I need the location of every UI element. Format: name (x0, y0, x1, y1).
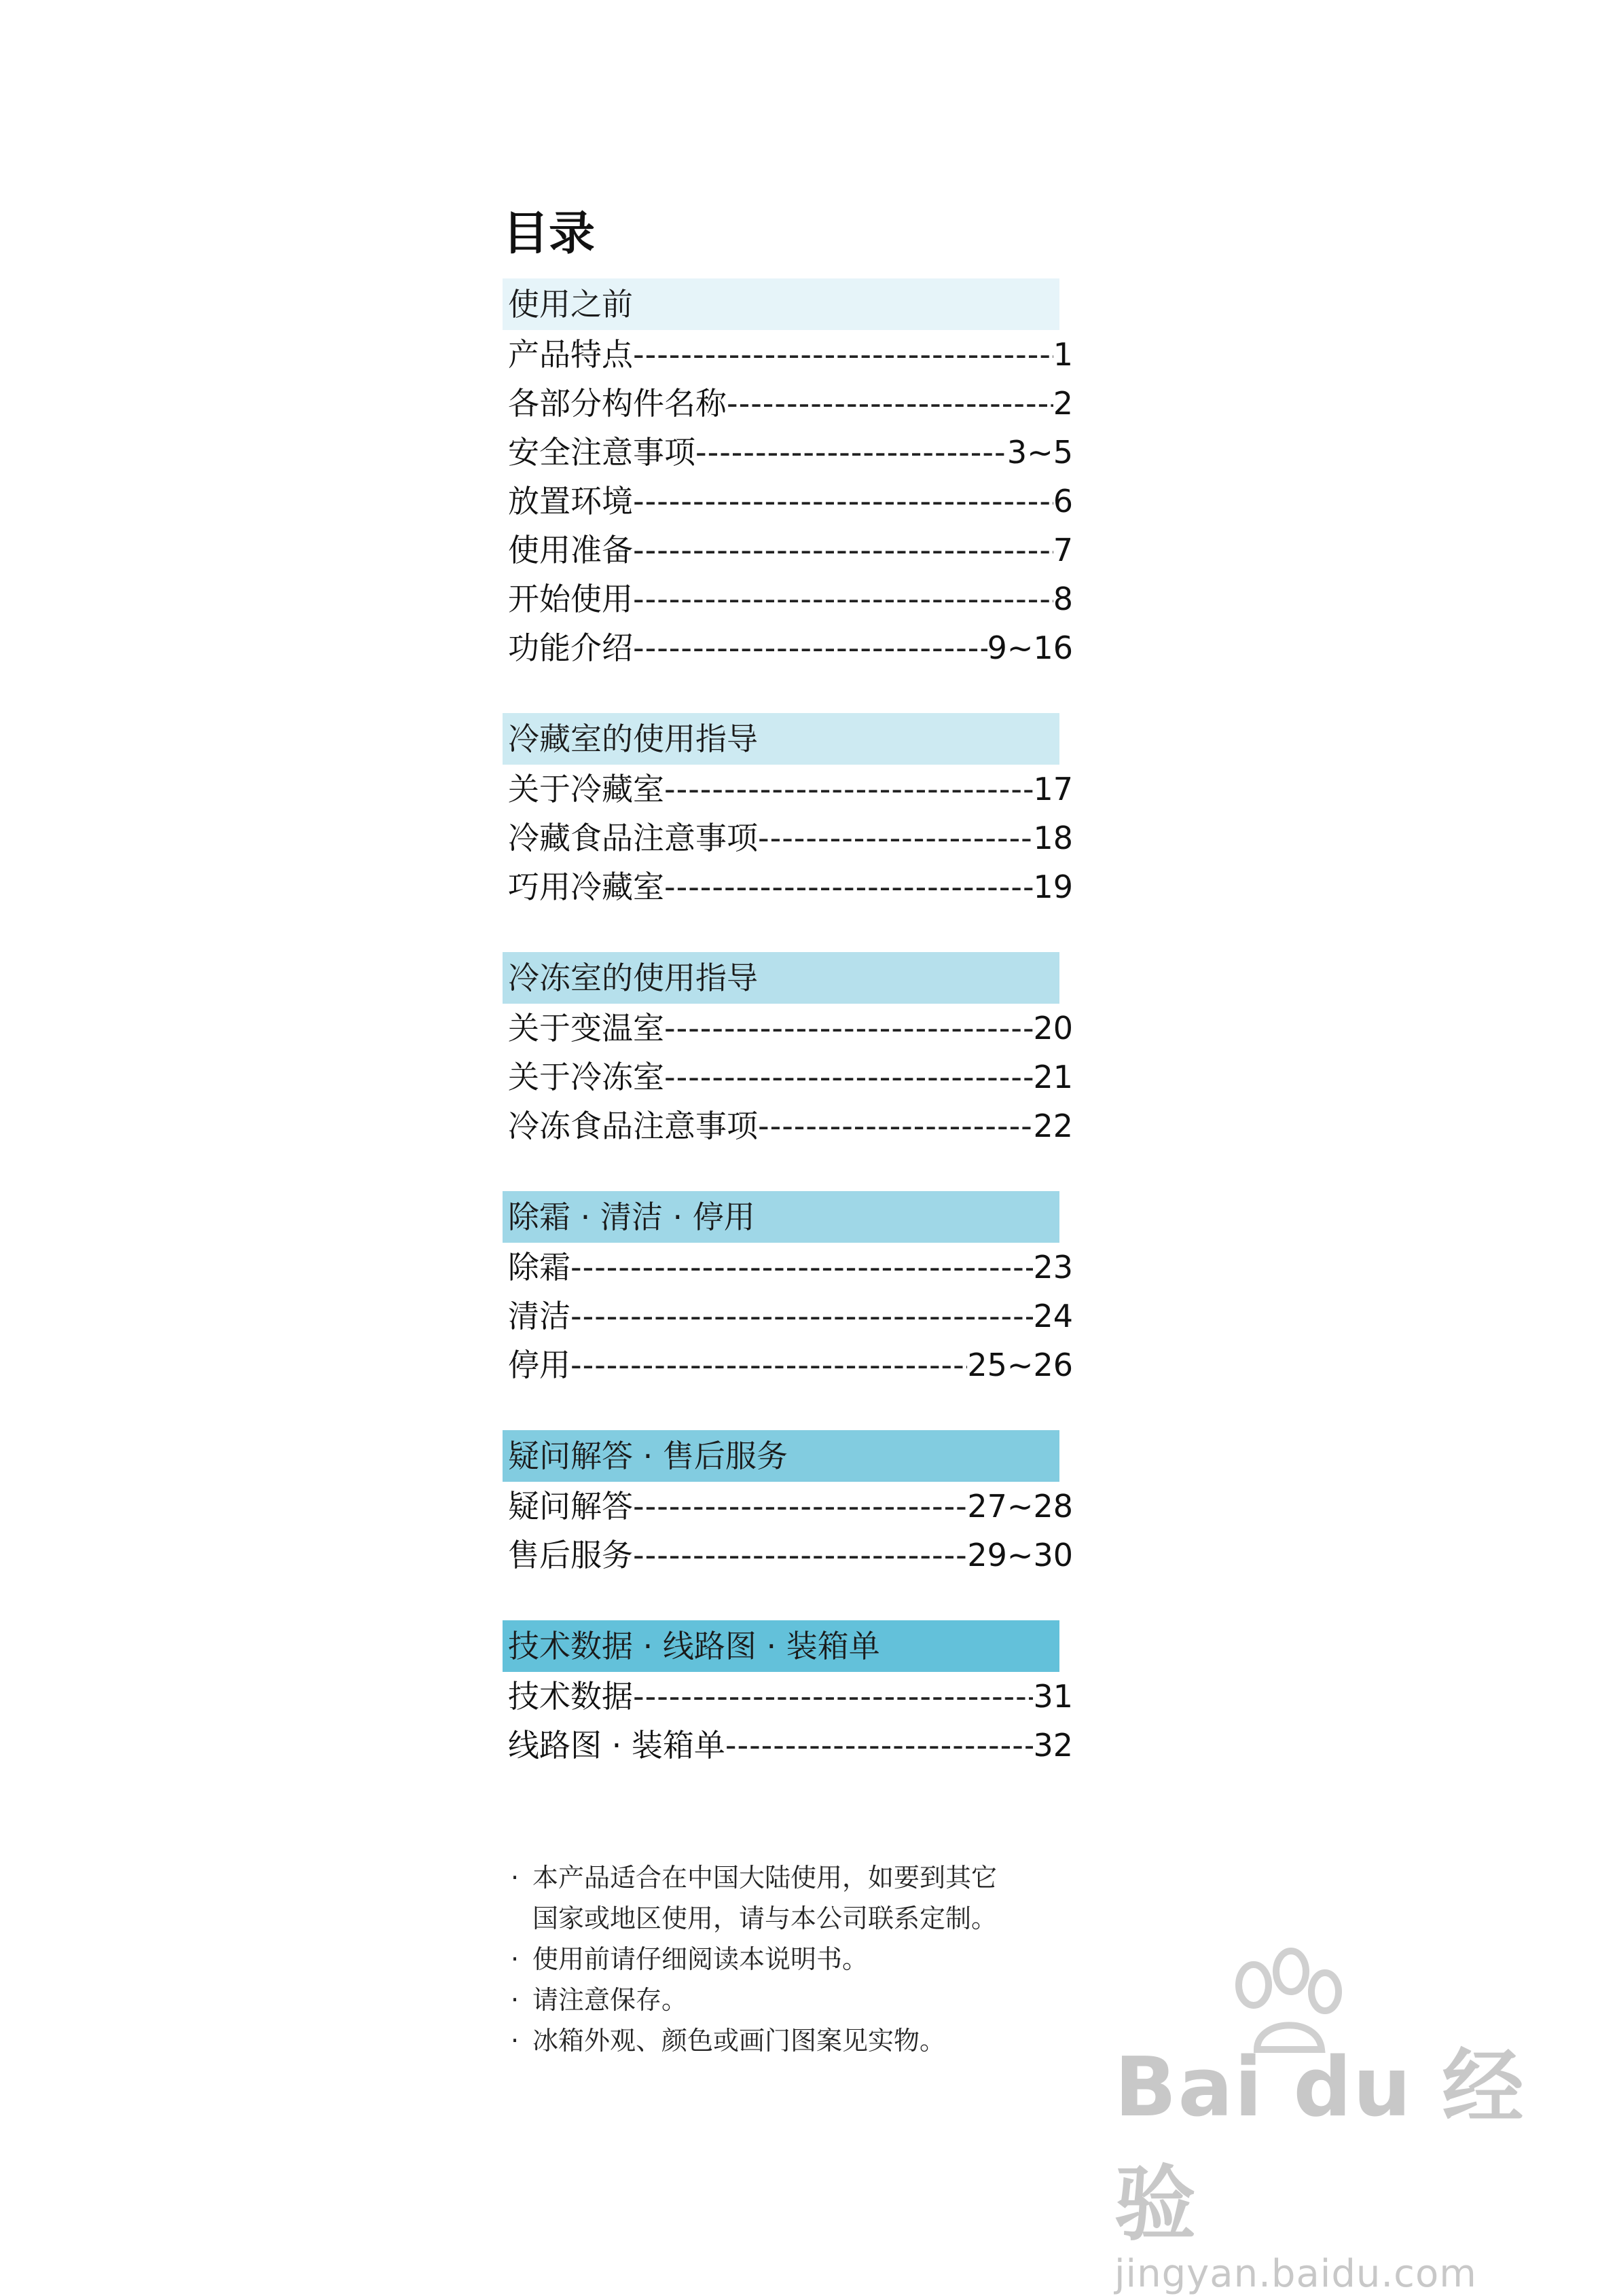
entry-page: 31 (1033, 1678, 1073, 1715)
entry-label: 清洁 (508, 1298, 570, 1334)
entry-page: 18 (1033, 820, 1073, 856)
note-text: 国家或地区使用，请与本公司联系定制。 (532, 1903, 998, 1933)
dot-leader (633, 575, 1053, 623)
entry-label: 安全注意事项 (508, 434, 695, 471)
entry-page: 29~30 (967, 1537, 1073, 1573)
entry-page: 3~5 (1006, 434, 1073, 471)
note-line (511, 1980, 997, 2020)
dot-leader (570, 1292, 1033, 1341)
note-line (511, 1939, 997, 1980)
section-header: 技术数据 · 线路图 · 装箱单 (503, 1620, 1059, 1672)
watermark-logo: Bai du 经验 (1114, 2041, 1525, 2252)
entry-label: 停用 (508, 1347, 570, 1383)
dot-leader (758, 1101, 1033, 1150)
note-text: 使用前请仔细阅读本说明书。 (532, 1944, 869, 1974)
dot-leader (725, 1721, 1034, 1770)
entry-label: 技术数据 (508, 1678, 633, 1715)
entry-label: 使用准备 (508, 532, 633, 568)
toc-entry[interactable] (503, 1004, 1073, 1053)
note-line (511, 1898, 997, 1939)
dot-leader (633, 526, 1053, 575)
entry-label: 关于变温室 (508, 1010, 664, 1046)
entry-label: 功能介绍 (508, 630, 633, 666)
dot-leader (664, 765, 1033, 814)
section-header: 使用之前 (503, 278, 1059, 330)
toc-entry[interactable] (503, 526, 1073, 575)
entry-label: 关于冷藏室 (508, 771, 664, 807)
toc-entry[interactable] (503, 379, 1073, 428)
note-text: 本产品适合在中国大陆使用，如要到其它 (532, 1863, 998, 1893)
entry-label: 除霜 (508, 1249, 570, 1286)
toc-section (503, 278, 1114, 672)
section-header: 冷藏室的使用指导 (503, 713, 1059, 765)
entry-page: 27~28 (967, 1488, 1073, 1525)
baidu-jingyan-watermark (1114, 2022, 1536, 2296)
toc-section (503, 1620, 1114, 1770)
entry-page: 1 (1053, 336, 1073, 373)
toc-entry[interactable] (503, 765, 1073, 814)
entry-page: 25~26 (967, 1347, 1073, 1383)
toc-entry[interactable] (503, 814, 1073, 862)
toc-entry[interactable] (503, 330, 1073, 379)
toc-section (503, 1430, 1114, 1580)
entry-label: 各部分构件名称 (508, 385, 727, 422)
entry-page: 17 (1033, 771, 1073, 807)
dot-leader (570, 1341, 967, 1389)
dot-leader (570, 1243, 1033, 1292)
entry-label: 线路图 · 装箱单 (508, 1727, 725, 1764)
note-text: 冰箱外观、颜色或画门图案见实物。 (532, 2026, 946, 2056)
note-line (511, 1857, 997, 1898)
dot-leader (664, 862, 1033, 911)
toc-entry[interactable] (503, 1482, 1073, 1531)
entry-page: 20 (1033, 1010, 1073, 1046)
toc-section (503, 1191, 1114, 1389)
note-line (511, 2020, 997, 2061)
dot-leader (727, 379, 1053, 428)
note-text: 请注意保存。 (532, 1985, 688, 2015)
watermark-url: jingyan.baidu.com (1114, 2252, 1477, 2296)
toc-entry[interactable] (503, 1531, 1073, 1580)
page-title: 目录 (503, 207, 596, 261)
note-bullet: · (511, 1944, 520, 1974)
dot-leader (695, 428, 1007, 477)
entry-label: 疑问解答 (508, 1488, 633, 1525)
entry-page: 24 (1033, 1298, 1073, 1334)
entry-page: 21 (1033, 1059, 1073, 1095)
entry-label: 关于冷冻室 (508, 1059, 664, 1095)
toc-entry[interactable] (503, 1101, 1073, 1150)
dot-leader (758, 814, 1033, 862)
toc-entry[interactable] (503, 477, 1073, 526)
entry-page: 19 (1033, 869, 1073, 905)
toc-entry[interactable] (503, 1341, 1073, 1389)
toc-entry[interactable] (503, 1243, 1073, 1292)
toc-entry[interactable] (503, 1721, 1073, 1770)
entry-page: 2 (1053, 385, 1073, 422)
toc-entry[interactable] (503, 1053, 1073, 1101)
entry-page: 22 (1033, 1108, 1073, 1144)
entry-page: 6 (1053, 483, 1073, 520)
dot-leader (633, 1531, 967, 1580)
dot-leader (633, 330, 1053, 379)
note-bullet: · (511, 1863, 520, 1893)
usage-notes (511, 1857, 997, 2061)
toc-entry[interactable] (503, 862, 1073, 911)
entry-label: 巧用冷藏室 (508, 869, 664, 905)
entry-label: 放置环境 (508, 483, 633, 520)
dot-leader (633, 1482, 967, 1531)
entry-page: 9~16 (987, 630, 1073, 666)
section-header: 除霜 · 清洁 · 停用 (503, 1191, 1059, 1243)
dot-leader (633, 477, 1053, 526)
section-header: 冷冻室的使用指导 (503, 952, 1059, 1004)
note-bullet: · (511, 2026, 520, 2056)
paw-icon (1216, 1948, 1352, 2063)
dot-leader (664, 1053, 1033, 1101)
dot-leader (633, 623, 987, 672)
table-of-contents (503, 197, 1114, 1810)
toc-entry[interactable] (503, 1672, 1073, 1721)
entry-page: 23 (1033, 1249, 1073, 1286)
toc-entry[interactable] (503, 1292, 1073, 1341)
dot-leader (664, 1004, 1033, 1053)
entry-label: 冷冻食品注意事项 (508, 1108, 758, 1144)
note-bullet: · (511, 1985, 520, 2015)
entry-label: 售后服务 (508, 1537, 633, 1573)
toc-entry[interactable] (503, 575, 1073, 623)
section-header: 疑问解答 · 售后服务 (503, 1430, 1059, 1482)
toc-entry[interactable] (503, 623, 1073, 672)
toc-section (503, 952, 1114, 1150)
entry-label: 冷藏食品注意事项 (508, 820, 758, 856)
toc-entry[interactable] (503, 428, 1073, 477)
entry-label: 产品特点 (508, 336, 633, 373)
toc-section (503, 713, 1114, 911)
entry-page: 8 (1053, 581, 1073, 617)
entry-label: 开始使用 (508, 581, 633, 617)
entry-page: 32 (1033, 1727, 1073, 1764)
dot-leader (633, 1672, 1033, 1721)
entry-page: 7 (1053, 532, 1073, 568)
